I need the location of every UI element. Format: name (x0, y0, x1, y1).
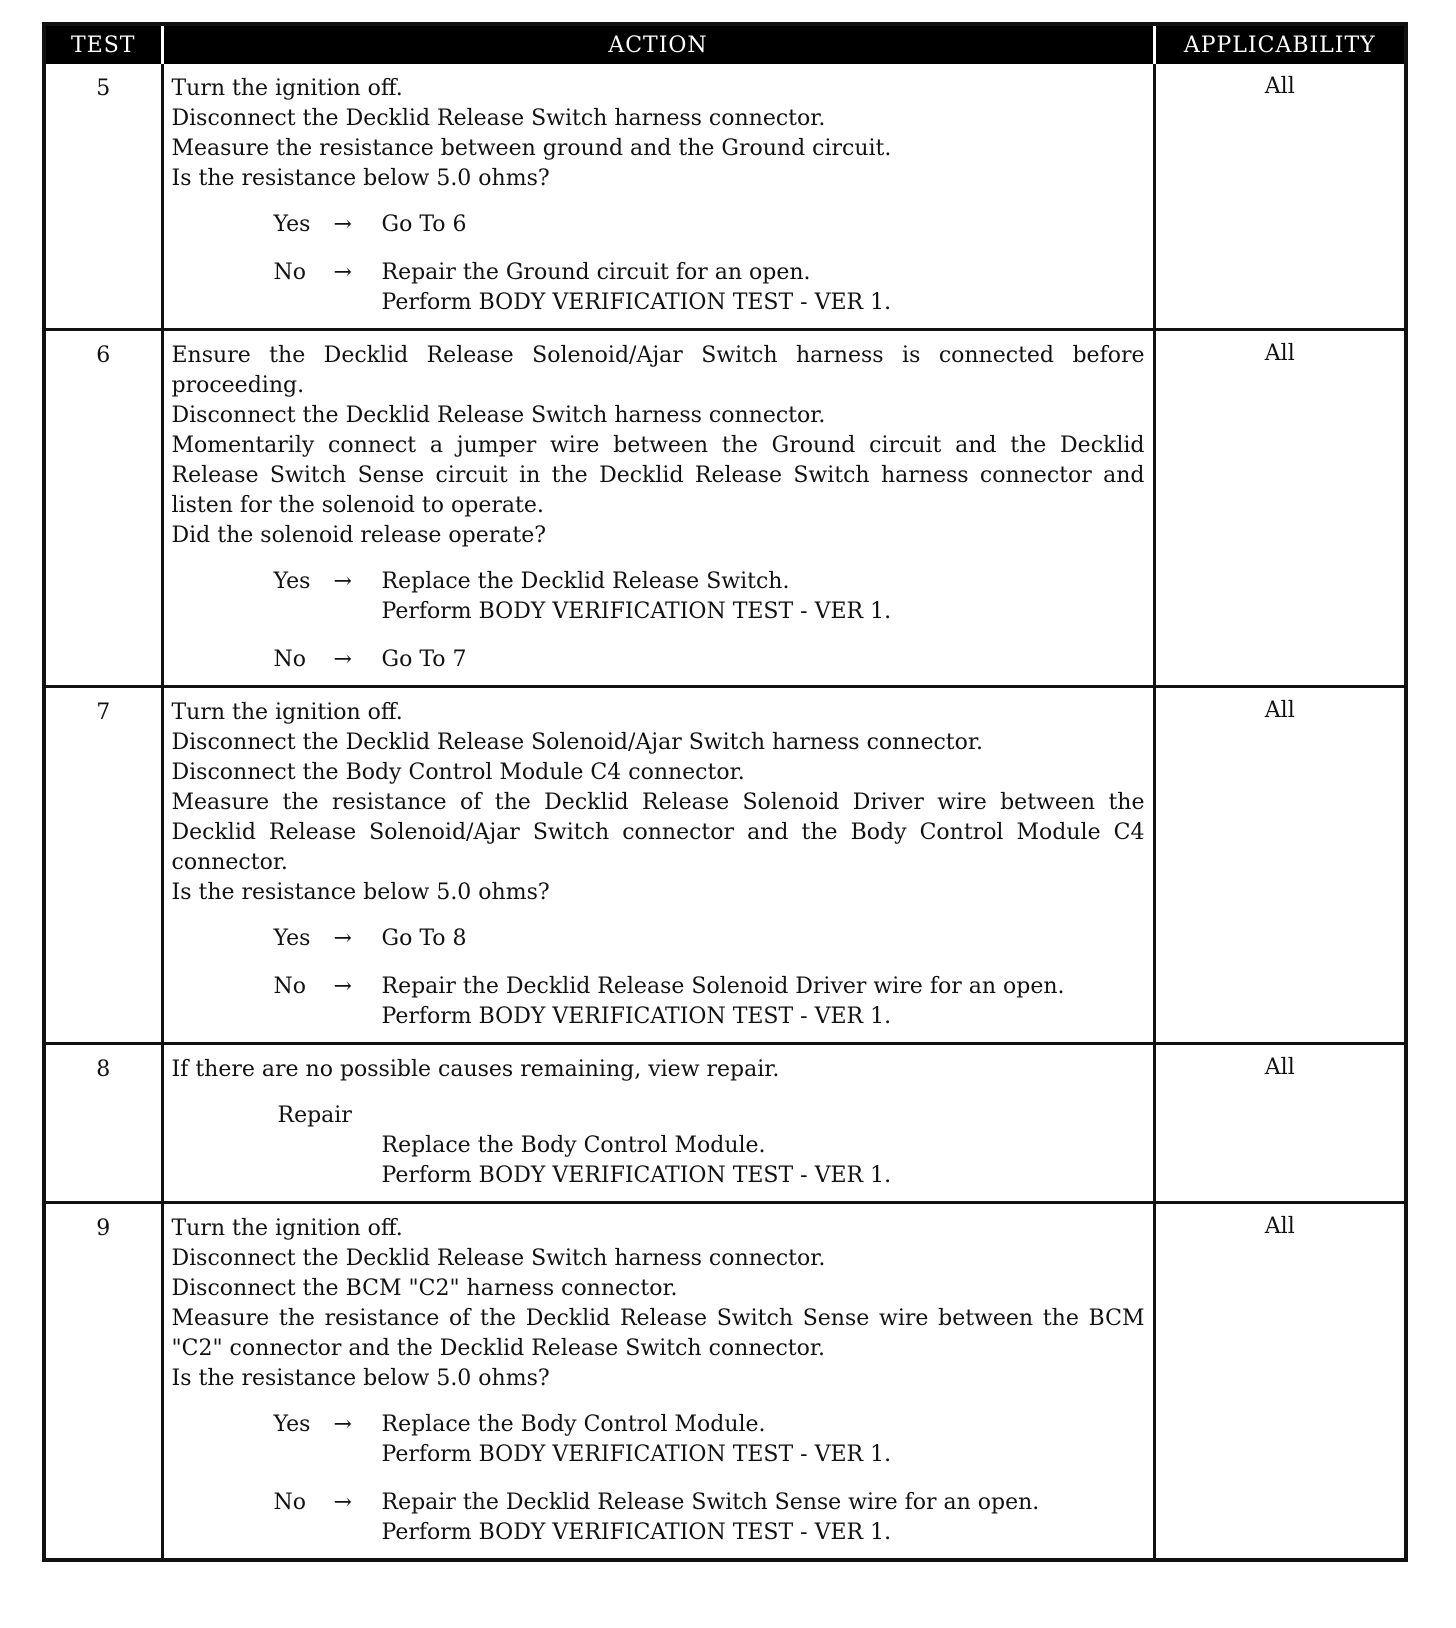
action-step: Disconnect the BCM "C2" harness connector. (171, 1276, 678, 1301)
repair-line: Replace the Body Control Module. (381, 1133, 766, 1158)
diagnostic-table-frame (42, 22, 1408, 1562)
outcome-no (274, 645, 1145, 675)
outcome-label: Yes (273, 212, 311, 237)
outcome-list (172, 924, 1145, 1032)
table-row (46, 64, 1404, 330)
outcome-label: Yes (273, 1412, 311, 1437)
outcome-text (382, 1488, 1145, 1548)
header-applicability: APPLICABILITY (1154, 26, 1404, 64)
action-step: Disconnect the Decklid Release Switch harness connector. (171, 403, 826, 428)
table-body (46, 64, 1404, 1558)
action-step: Turn the ignition off. (171, 1216, 403, 1241)
outcome-text (382, 1410, 1145, 1470)
applicability-value: All (1154, 687, 1404, 1044)
action-cell (162, 1203, 1154, 1559)
applicability-value: All (1154, 1044, 1404, 1203)
applicability-value: All (1154, 64, 1404, 330)
diagnostic-test-table (46, 26, 1404, 1558)
outcome-text (382, 645, 1145, 675)
table-row (46, 330, 1404, 687)
test-number: 5 (96, 76, 111, 101)
action-step: Disconnect the Decklid Release Solenoid/Ajar Switch harness connector. (171, 730, 983, 755)
repair-block (278, 1101, 1145, 1191)
outcome-line: Replace the Body Control Module. (381, 1412, 766, 1437)
table-row (46, 1044, 1404, 1203)
outcome-label: No (273, 647, 306, 672)
outcome-line: Go To 8 (381, 926, 467, 951)
outcome-line: Repair the Ground circuit for an open. (381, 260, 811, 285)
outcome-line: Perform BODY VERIFICATION TEST - VER 1. (381, 1442, 892, 1467)
action-step: Momentarily connect a jumper wire between the Ground circuit and the Decklid Release Switch Sense circuit in the Decklid Release Switch harness connector and listen for the solenoid to operate. (171, 433, 1145, 518)
header-action: ACTION (162, 26, 1154, 64)
outcome-no (274, 1488, 1145, 1548)
action-step: Is the resistance below 5.0 ohms? (171, 880, 550, 905)
outcome-line: Perform BODY VERIFICATION TEST - VER 1. (381, 599, 892, 624)
repair-line: Perform BODY VERIFICATION TEST - VER 1. (381, 1163, 892, 1188)
repair-label: Repair (277, 1103, 352, 1128)
action-step: Measure the resistance between ground and the Ground circuit. (171, 136, 892, 161)
outcome-no (274, 972, 1145, 1032)
action-step: Turn the ignition off. (171, 700, 403, 725)
table-header-row (46, 26, 1404, 64)
outcome-line: Repair the Decklid Release Solenoid Driver wire for an open. (381, 974, 1065, 999)
outcome-line: Replace the Decklid Release Switch. (381, 569, 790, 594)
action-step: Measure the resistance of the Decklid Release Solenoid Driver wire between the Decklid Release Solenoid/Ajar Switch connector and the Body Control Module C4 connector. (171, 790, 1145, 875)
action-step: Turn the ignition off. (171, 76, 403, 101)
applicability-value: All (1154, 1203, 1404, 1559)
test-number: 7 (46, 687, 162, 1044)
outcome-no (274, 258, 1145, 318)
outcome-text (382, 210, 1145, 240)
outcome-text (382, 972, 1145, 1032)
outcome-yes (274, 210, 1145, 240)
arrow-right-icon: → (333, 926, 352, 951)
outcome-line: Perform BODY VERIFICATION TEST - VER 1. (381, 1520, 892, 1545)
outcome-line: Perform BODY VERIFICATION TEST - VER 1. (381, 290, 892, 315)
action-step: Disconnect the Decklid Release Switch harness connector. (171, 1246, 826, 1271)
outcome-label: No (273, 1490, 306, 1515)
arrow-right-icon: → (333, 1412, 352, 1437)
table-row (46, 1203, 1404, 1559)
action-step: Is the resistance below 5.0 ohms? (171, 166, 550, 191)
outcome-line: Go To 6 (381, 212, 467, 237)
action-cell (162, 1044, 1154, 1203)
table-row (46, 687, 1404, 1044)
outcome-yes (274, 924, 1145, 954)
repair-text (382, 1131, 1145, 1191)
outcome-line: Perform BODY VERIFICATION TEST - VER 1. (381, 1004, 892, 1029)
action-cell (162, 330, 1154, 687)
outcome-list (172, 1410, 1145, 1548)
outcome-text (382, 924, 1145, 954)
action-step: Disconnect the Decklid Release Switch harness connector. (171, 106, 826, 131)
outcome-yes (274, 1410, 1145, 1470)
outcome-label: Yes (273, 926, 311, 951)
arrow-right-icon: → (333, 212, 352, 237)
arrow-right-icon: → (333, 569, 352, 594)
arrow-right-icon: → (333, 974, 352, 999)
outcome-list (172, 567, 1145, 675)
outcome-line: Repair the Decklid Release Switch Sense wire for an open. (381, 1490, 1040, 1515)
action-step: Disconnect the Body Control Module C4 connector. (171, 760, 745, 785)
action-step: Did the solenoid release operate? (171, 523, 547, 548)
outcome-label: Yes (273, 569, 311, 594)
outcome-line: Go To 7 (381, 647, 467, 672)
outcome-label: No (273, 974, 306, 999)
applicability-value: All (1154, 330, 1404, 687)
action-step: If there are no possible causes remaining, view repair. (171, 1057, 780, 1082)
outcome-yes (274, 567, 1145, 627)
outcome-label: No (273, 260, 306, 285)
outcome-list (172, 210, 1145, 318)
action-cell (162, 687, 1154, 1044)
test-number: 6 (46, 330, 162, 687)
header-test: TEST (46, 26, 162, 64)
outcome-text (382, 258, 1145, 318)
test-number: 9 (46, 1203, 162, 1559)
arrow-right-icon: → (333, 260, 352, 285)
outcome-text (382, 567, 1145, 627)
arrow-right-icon: → (333, 1490, 352, 1515)
test-number: 8 (46, 1044, 162, 1203)
action-cell (162, 64, 1154, 330)
action-step: Is the resistance below 5.0 ohms? (171, 1366, 550, 1391)
arrow-right-icon: → (333, 647, 352, 672)
action-step: Ensure the Decklid Release Solenoid/Ajar Switch harness is connected before proceeding. (171, 343, 1145, 398)
action-step: Measure the resistance of the Decklid Release Switch Sense wire between the BCM "C2" connector and the Decklid Release Switch connector. (171, 1306, 1145, 1361)
